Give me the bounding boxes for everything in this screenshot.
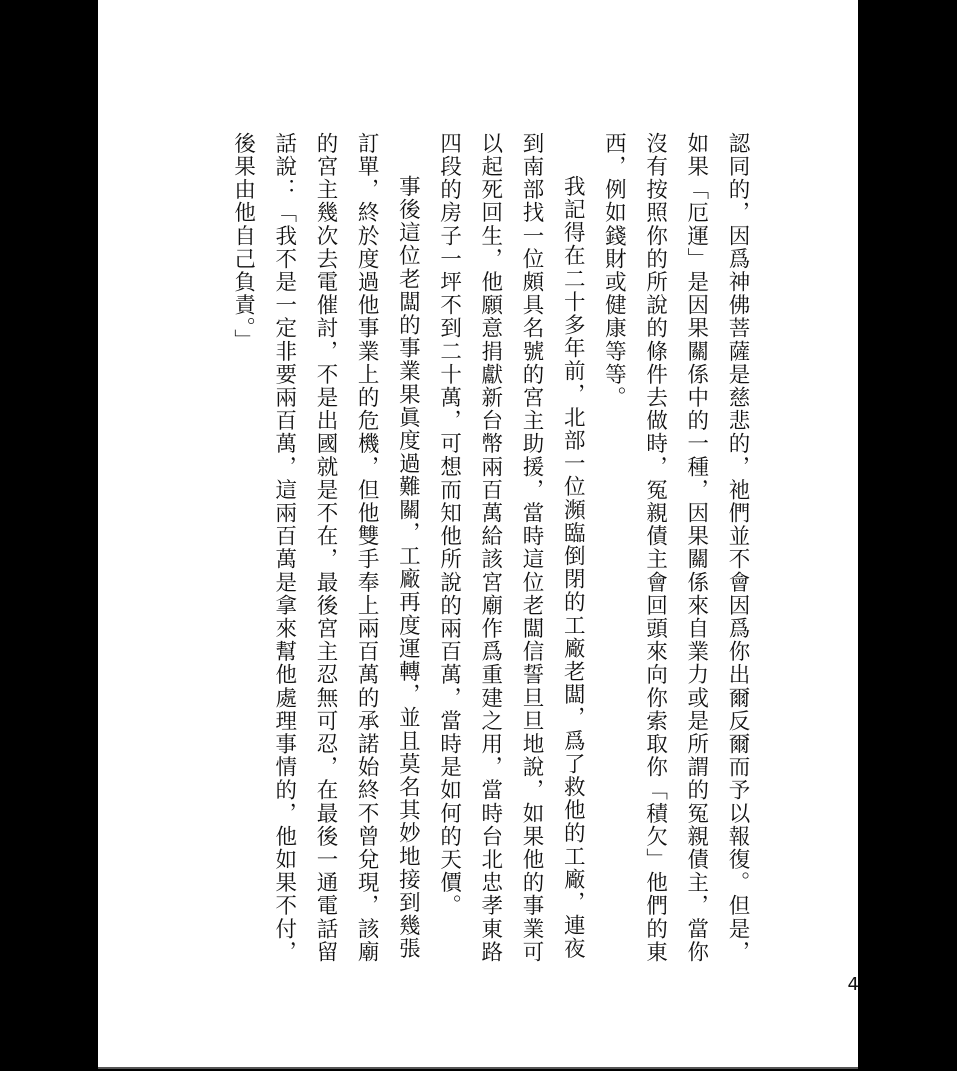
paragraph-1: 認同的，因爲神佛菩薩是慈悲的，祂們並不會因爲你出爾反爾而予以報復。但是，如果「厄運」是因果關係中的一種，因果關係來自業力或是所謂的冤親債主，當你沒有按照你的所說的條件去做時，冤親債主會回頭來向你索取你「積欠」他們的東西，例如錢財或健康等等。 xyxy=(601,132,750,964)
body-text xyxy=(222,132,758,972)
document-page xyxy=(98,0,858,1067)
page-bottom-edge xyxy=(98,1067,858,1069)
page-number: 4 xyxy=(847,974,859,995)
paragraph-2: 我記得在二十多年前，北部一位瀕臨倒閉的工廠老闆，爲了救他的工廠，連夜到南部找一位頗具名號的宮主助援，當時這位老闆信誓旦旦地說，如果他的事業可以起死回生，他願意捐獻新台幣兩百萬給該宮廟作爲重建之用，當時台北忠孝東路四段的房子一坪不到二十萬，可想而知他所說的兩百萬，當時是如何的天價。 xyxy=(436,132,586,964)
paragraph-3: 事後這位老闆的事業果眞度過難關，工廠再度運轉，並且莫名其妙地接到幾張訂單，終於度過他事業上的危機，但他雙手奉上兩百萬的承諾始終不曾兌現，該廟的宮主幾次去電催討，不是出國就是不在，最後宮主忍無可忍，在最後一通電話留話說：「我不是一定非要兩百萬，這兩百萬是拿來幫他處理事情的，他如果不付，後果由他自己負責。」 xyxy=(230,132,421,964)
